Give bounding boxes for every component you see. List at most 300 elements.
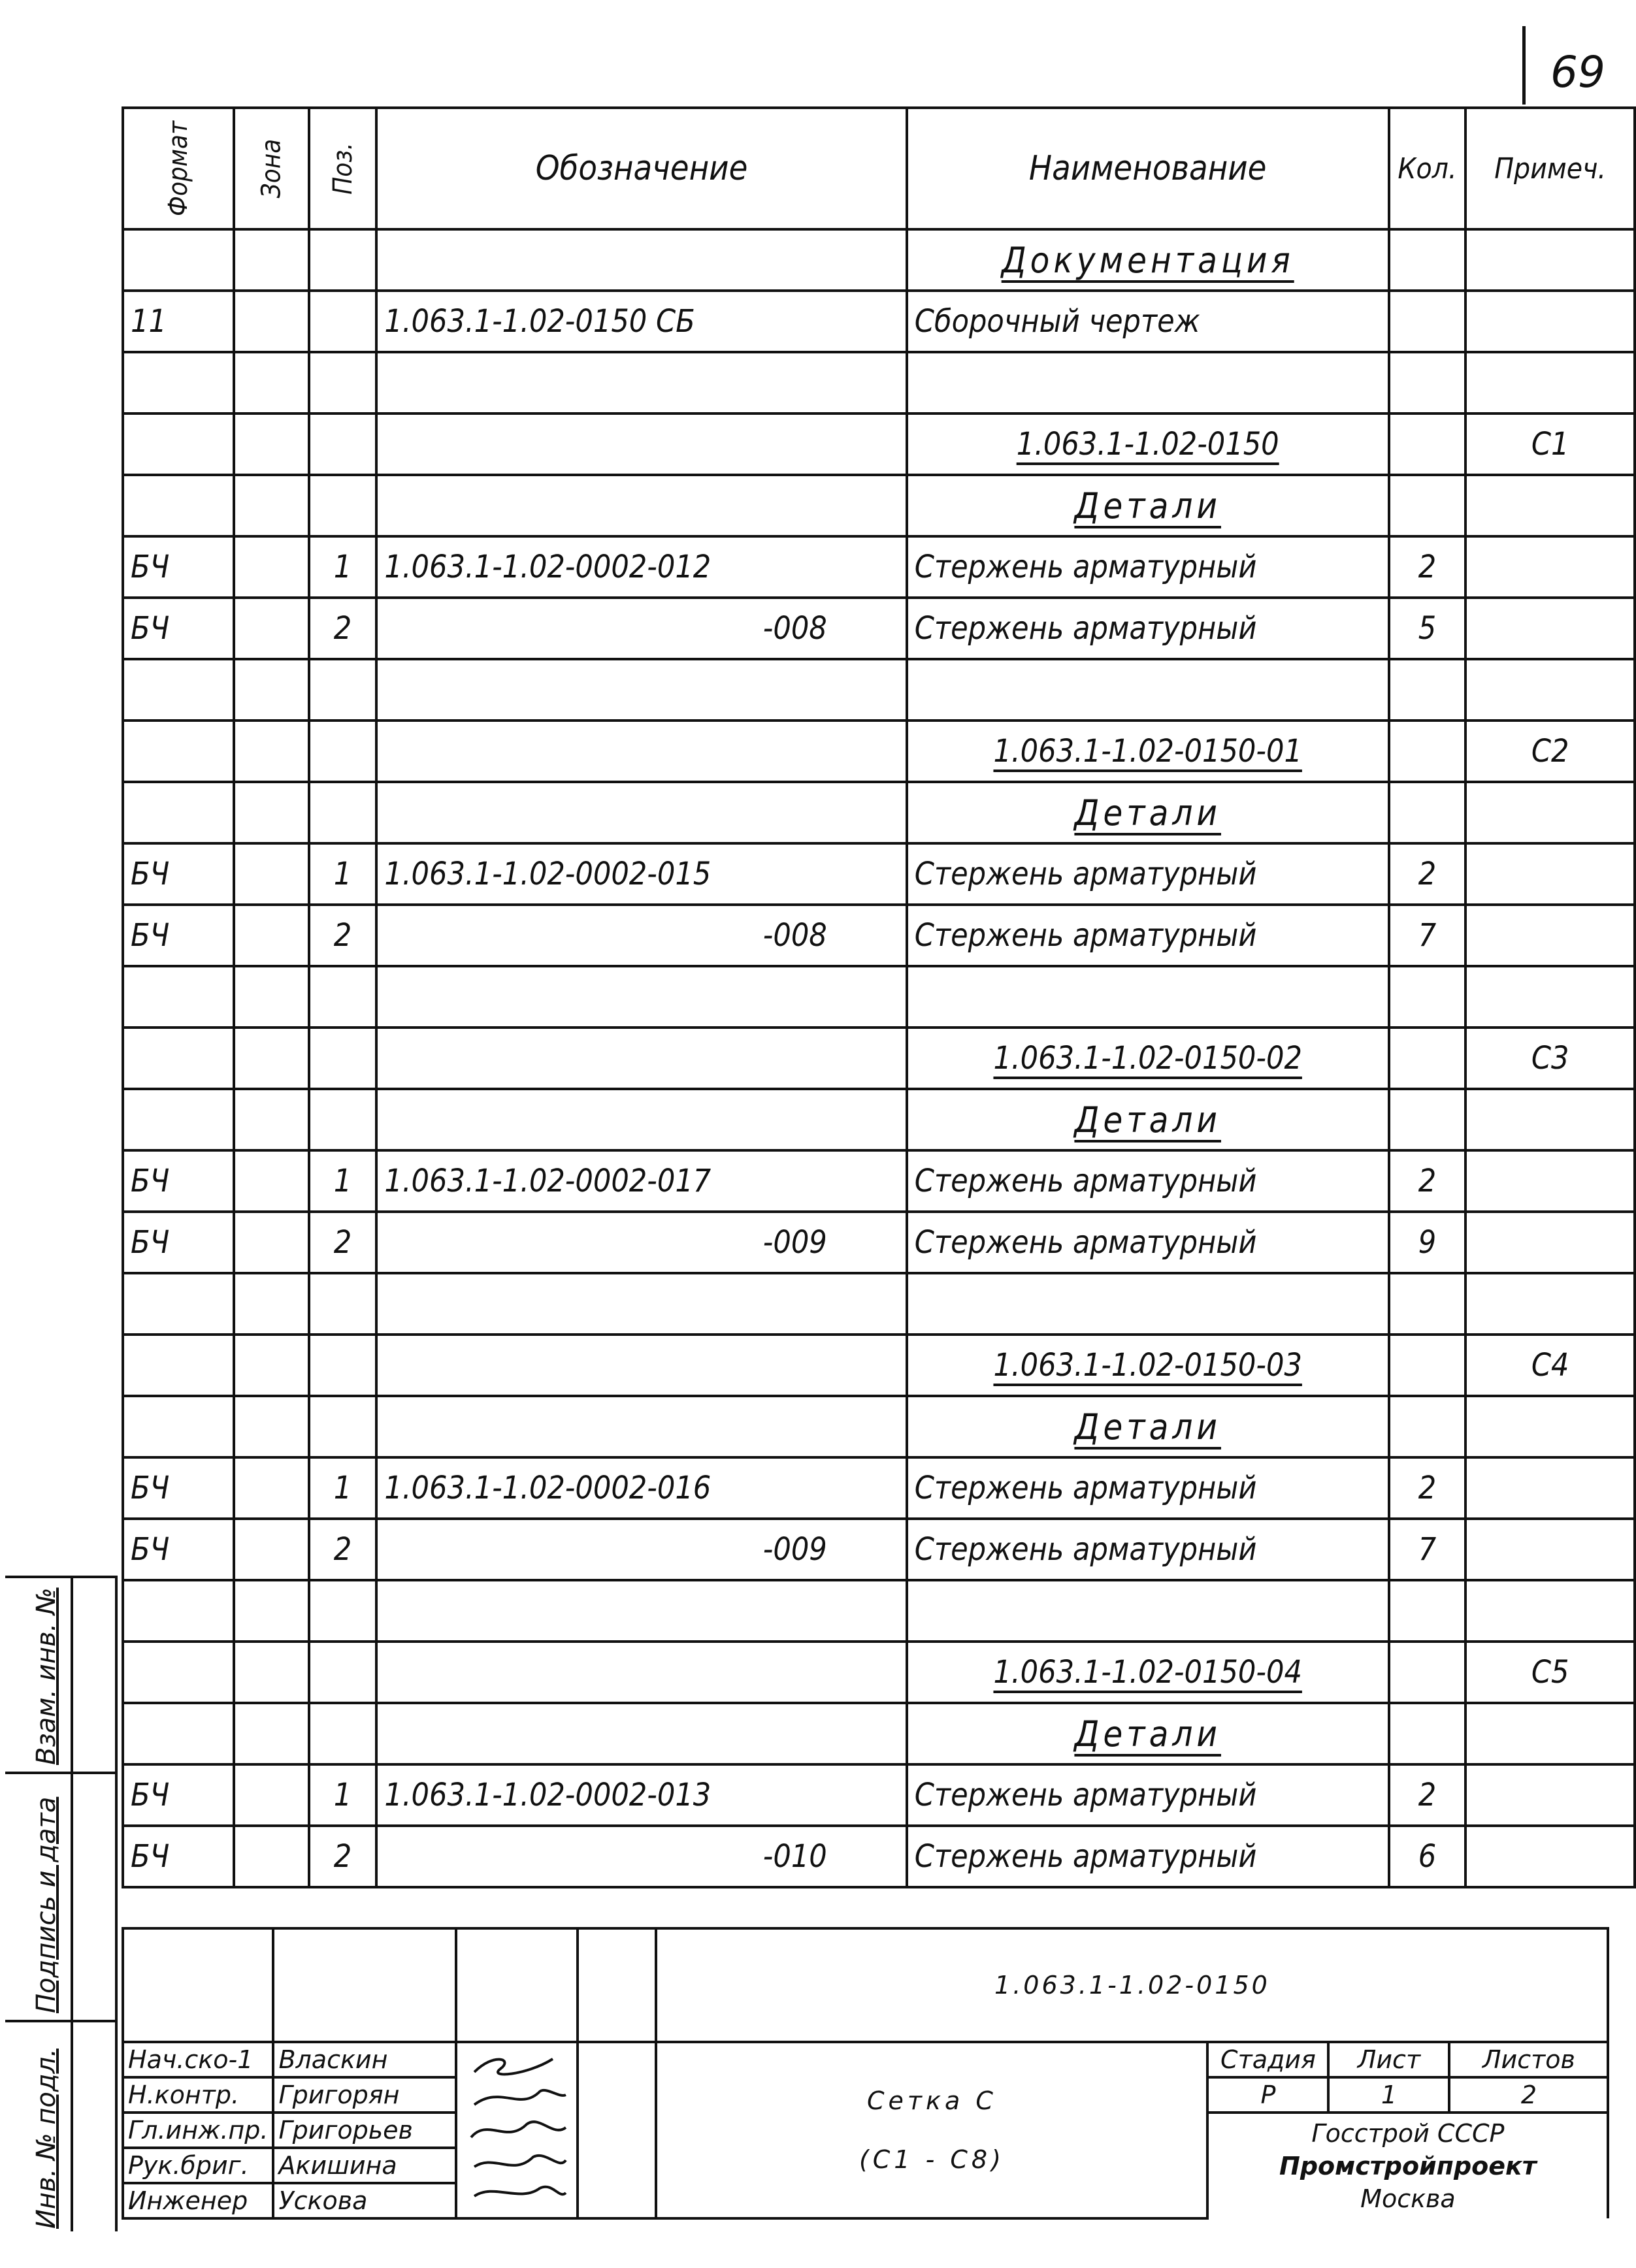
cell-zone <box>234 1028 309 1089</box>
cell-qty <box>1389 1457 1466 1519</box>
cell-qty <box>1389 905 1466 966</box>
cell-note <box>1465 721 1635 782</box>
title-box <box>656 2042 1207 2218</box>
cell-designation <box>376 536 906 598</box>
cell-note <box>1465 352 1635 413</box>
spec-row <box>123 1826 1635 1887</box>
cell-name <box>907 536 1389 598</box>
cell-format <box>123 1273 234 1335</box>
cell-qty-text: 2 <box>1418 549 1437 585</box>
cell-name <box>907 1826 1389 1887</box>
cell-format-text: БЧ <box>131 856 170 892</box>
sheets-value: 2 <box>1449 2077 1608 2113</box>
cell-name-text: 1.063.1-1.02-0150-04 <box>993 1654 1302 1691</box>
cell-pos <box>309 843 377 905</box>
cell-note-text: С4 <box>1531 1347 1569 1384</box>
spec-row <box>123 1028 1635 1089</box>
name-cell: Акишина <box>273 2148 456 2183</box>
cell-qty <box>1389 782 1466 843</box>
cell-pos <box>309 1212 377 1273</box>
cell-qty-text: 7 <box>1418 917 1437 954</box>
cell-name <box>907 782 1389 843</box>
cell-note <box>1465 229 1635 291</box>
cell-zone <box>234 843 309 905</box>
cell-name <box>907 1150 1389 1212</box>
cell-pos-text: 1 <box>333 1163 352 1199</box>
cell-note <box>1465 1089 1635 1150</box>
cell-designation <box>376 1396 906 1457</box>
cell-designation <box>376 659 906 721</box>
cell-designation-text: 1.063.1-1.02-0150 СБ <box>384 303 695 340</box>
cell-format <box>123 659 234 721</box>
cell-pos <box>309 1396 377 1457</box>
cell-designation-text: -008 <box>762 610 827 647</box>
cell-pos <box>309 1273 377 1335</box>
cell-pos-text: 2 <box>333 1838 352 1875</box>
sheet-label: Лист <box>1328 2042 1449 2077</box>
cell-note <box>1465 843 1635 905</box>
cell-format <box>123 1396 234 1457</box>
spec-row <box>123 536 1635 598</box>
header-designation: Обозначение <box>376 108 906 229</box>
cell-pos <box>309 1642 377 1703</box>
cell-note <box>1465 1273 1635 1335</box>
cell-name <box>907 659 1389 721</box>
spec-row <box>123 1089 1635 1150</box>
cell-pos <box>309 475 377 536</box>
cell-note <box>1465 1826 1635 1887</box>
cell-designation <box>376 229 906 291</box>
spec-row <box>123 1212 1635 1273</box>
cell-pos <box>309 1457 377 1519</box>
side-label-inv-orig: Инв. № подл. <box>31 2049 61 2229</box>
cell-name-text: 1.063.1-1.02-0150 <box>1016 426 1279 462</box>
cell-name-text: Стержень арматурный <box>914 1224 1257 1261</box>
cell-designation <box>376 966 906 1028</box>
cell-designation <box>376 1028 906 1089</box>
cell-name <box>907 1028 1389 1089</box>
cell-format <box>123 1335 234 1396</box>
spec-row <box>123 413 1635 475</box>
cell-zone <box>234 1580 309 1642</box>
cell-format <box>123 1457 234 1519</box>
sheet-value: 1 <box>1328 2077 1449 2113</box>
cell-qty-text: 6 <box>1418 1838 1437 1875</box>
cell-pos <box>309 291 377 352</box>
org-line-1: Госстрой СССР <box>1311 2119 1505 2148</box>
cell-designation <box>376 1580 906 1642</box>
cell-format <box>123 966 234 1028</box>
cell-note-text: С3 <box>1531 1040 1569 1077</box>
cell-zone <box>234 1212 309 1273</box>
cell-designation <box>376 1089 906 1150</box>
spec-row <box>123 905 1635 966</box>
cell-pos <box>309 721 377 782</box>
cell-note <box>1465 1642 1635 1703</box>
cell-pos <box>309 413 377 475</box>
cell-note <box>1465 413 1635 475</box>
cell-format-text: БЧ <box>131 1163 170 1199</box>
cell-designation <box>376 1335 906 1396</box>
cell-name-text: Сборочный чертеж <box>914 303 1200 340</box>
title-line-1: Сетка С <box>866 2086 997 2115</box>
cell-zone <box>234 1273 309 1335</box>
cell-pos <box>309 229 377 291</box>
cell-format <box>123 1519 234 1580</box>
cell-format <box>123 1089 234 1150</box>
signatures <box>461 2046 572 2209</box>
cell-qty <box>1389 1396 1466 1457</box>
cell-note-text: С5 <box>1531 1654 1569 1691</box>
cell-format-text: 11 <box>131 303 167 340</box>
cell-name <box>907 229 1389 291</box>
cell-qty-text: 5 <box>1418 610 1437 647</box>
cell-designation <box>376 291 906 352</box>
cell-name <box>907 598 1389 659</box>
cell-name <box>907 1519 1389 1580</box>
cell-designation-text: 1.063.1-1.02-0002-016 <box>384 1470 712 1506</box>
cell-qty <box>1389 1703 1466 1764</box>
cell-designation <box>376 1642 906 1703</box>
cell-pos-text: 1 <box>333 1470 352 1506</box>
cell-pos <box>309 1519 377 1580</box>
cell-note <box>1465 1457 1635 1519</box>
cell-format-text: БЧ <box>131 1838 170 1875</box>
cell-designation-text: 1.063.1-1.02-0002-013 <box>384 1777 712 1813</box>
cell-zone <box>234 1089 309 1150</box>
cell-zone <box>234 1457 309 1519</box>
spec-row <box>123 1642 1635 1703</box>
header-format: Формат <box>123 108 234 229</box>
cell-zone <box>234 536 309 598</box>
cell-name <box>907 475 1389 536</box>
cell-name-text: Детали <box>1074 485 1221 526</box>
cell-note-text: С1 <box>1531 426 1569 462</box>
cell-zone <box>234 1396 309 1457</box>
cell-note <box>1465 1580 1635 1642</box>
cell-pos-text: 1 <box>333 1777 352 1813</box>
cell-format-text: БЧ <box>131 610 170 647</box>
cell-zone <box>234 1764 309 1826</box>
cell-name-text: 1.063.1-1.02-0150-03 <box>993 1347 1302 1384</box>
cell-designation-text: -010 <box>762 1838 827 1875</box>
cell-format <box>123 721 234 782</box>
cell-designation <box>376 782 906 843</box>
cell-name <box>907 1212 1389 1273</box>
spec-row <box>123 1396 1635 1457</box>
cell-format <box>123 1212 234 1273</box>
cell-note <box>1465 1150 1635 1212</box>
cell-pos <box>309 352 377 413</box>
cell-format-text: БЧ <box>131 917 170 954</box>
cell-qty <box>1389 1150 1466 1212</box>
cell-designation <box>376 905 906 966</box>
cell-name-text: Стержень арматурный <box>914 1163 1257 1199</box>
cell-pos-text: 1 <box>333 856 352 892</box>
cell-zone <box>234 598 309 659</box>
cell-zone <box>234 352 309 413</box>
cell-pos <box>309 782 377 843</box>
cell-designation <box>376 1826 906 1887</box>
cell-designation <box>376 1703 906 1764</box>
cell-qty <box>1389 1028 1466 1089</box>
cell-pos <box>309 1335 377 1396</box>
cell-name <box>907 1580 1389 1642</box>
cell-zone <box>234 1335 309 1396</box>
cell-name-text: 1.063.1-1.02-0150-01 <box>993 733 1302 770</box>
cell-designation <box>376 1457 906 1519</box>
cell-name <box>907 1396 1389 1457</box>
cell-qty <box>1389 1089 1466 1150</box>
cell-qty <box>1389 1212 1466 1273</box>
spec-row <box>123 598 1635 659</box>
cell-note <box>1465 1519 1635 1580</box>
cell-name <box>907 352 1389 413</box>
name-cell: Ускова <box>273 2183 456 2218</box>
cell-name-text: Стержень арматурный <box>914 1777 1257 1813</box>
org-line-3: Москва <box>1360 2184 1456 2213</box>
cell-pos <box>309 1028 377 1089</box>
spec-row <box>123 782 1635 843</box>
role-cell: Рук.бриг. <box>123 2148 273 2183</box>
spec-row <box>123 229 1635 291</box>
specification-table <box>122 106 1636 1888</box>
header-qty: Кол. <box>1389 108 1466 229</box>
cell-pos <box>309 1764 377 1826</box>
cell-zone <box>234 1642 309 1703</box>
cell-qty <box>1389 1273 1466 1335</box>
cell-qty <box>1389 721 1466 782</box>
cell-format <box>123 1826 234 1887</box>
cell-designation <box>376 598 906 659</box>
cell-qty <box>1389 536 1466 598</box>
sheet-number-divider <box>1522 26 1526 105</box>
cell-name-text: 1.063.1-1.02-0150-02 <box>993 1040 1302 1077</box>
cell-note-text: С2 <box>1531 733 1569 770</box>
cell-name <box>907 1335 1389 1396</box>
cell-designation <box>376 1764 906 1826</box>
cell-qty-text: 2 <box>1418 1777 1437 1813</box>
cell-qty <box>1389 413 1466 475</box>
cell-designation <box>376 1150 906 1212</box>
side-label-replace-inv: Взам. инв. № <box>31 1587 61 1765</box>
cell-designation-text: 1.063.1-1.02-0002-012 <box>384 549 712 585</box>
cell-format <box>123 536 234 598</box>
spec-row <box>123 291 1635 352</box>
cell-format-text: БЧ <box>131 1531 170 1568</box>
organization <box>1207 2113 1608 2218</box>
role-cell: Н.контр. <box>123 2077 273 2113</box>
org-line-2: Промстройпроект <box>1279 2152 1537 2180</box>
cell-qty <box>1389 229 1466 291</box>
name-cell: Григорьев <box>273 2113 456 2148</box>
spec-row <box>123 475 1635 536</box>
cell-pos <box>309 1826 377 1887</box>
cell-pos <box>309 1703 377 1764</box>
sheets-label: Листов <box>1449 2042 1608 2077</box>
cell-pos-text: 1 <box>333 549 352 585</box>
cell-note <box>1465 966 1635 1028</box>
cell-format <box>123 1764 234 1826</box>
cell-name-text: Стержень арматурный <box>914 917 1257 954</box>
cell-pos-text: 2 <box>333 917 352 954</box>
cell-zone <box>234 721 309 782</box>
cell-name-text: Детали <box>1074 1713 1221 1755</box>
cell-pos <box>309 598 377 659</box>
cell-zone <box>234 1519 309 1580</box>
cell-designation <box>376 352 906 413</box>
header-name: Наименование <box>907 108 1389 229</box>
cell-name <box>907 1703 1389 1764</box>
cell-name-text: Детали <box>1074 792 1221 834</box>
cell-designation <box>376 1212 906 1273</box>
cell-note <box>1465 1028 1635 1089</box>
cell-format <box>123 475 234 536</box>
cell-zone <box>234 413 309 475</box>
cell-pos <box>309 966 377 1028</box>
cell-designation <box>376 1519 906 1580</box>
cell-qty-text: 2 <box>1418 856 1437 892</box>
cell-format <box>123 1642 234 1703</box>
cell-qty <box>1389 352 1466 413</box>
spec-row <box>123 1580 1635 1642</box>
spec-row <box>123 659 1635 721</box>
cell-format <box>123 352 234 413</box>
name-cell: Власкин <box>273 2042 456 2077</box>
cell-name <box>907 1764 1389 1826</box>
cell-designation <box>376 721 906 782</box>
cell-designation-text: -009 <box>762 1224 827 1261</box>
cell-designation <box>376 843 906 905</box>
cell-format-text: БЧ <box>131 549 170 585</box>
cell-zone <box>234 475 309 536</box>
cell-qty-text: 2 <box>1418 1163 1437 1199</box>
cell-name <box>907 1273 1389 1335</box>
stage-label: Стадия <box>1207 2042 1328 2077</box>
cell-name <box>907 905 1389 966</box>
stage-value: Р <box>1207 2077 1328 2113</box>
cell-name <box>907 1457 1389 1519</box>
cell-name <box>907 966 1389 1028</box>
spec-row <box>123 1273 1635 1335</box>
cell-name-text: Стержень арматурный <box>914 549 1257 585</box>
cell-qty <box>1389 291 1466 352</box>
spec-row <box>123 966 1635 1028</box>
side-stamp <box>5 1576 120 2231</box>
cell-name-text: Стержень арматурный <box>914 1838 1257 1875</box>
spec-row <box>123 1519 1635 1580</box>
cell-qty <box>1389 1764 1466 1826</box>
cell-note <box>1465 1764 1635 1826</box>
cell-note <box>1465 905 1635 966</box>
cell-name-text: Детали <box>1074 1099 1221 1141</box>
cell-qty-text: 2 <box>1418 1470 1437 1506</box>
cell-zone <box>234 1826 309 1887</box>
cell-note <box>1465 1396 1635 1457</box>
cell-note <box>1465 475 1635 536</box>
cell-qty-text: 9 <box>1418 1224 1437 1261</box>
spec-row <box>123 721 1635 782</box>
cell-name <box>907 1089 1389 1150</box>
cell-format <box>123 1150 234 1212</box>
cell-note <box>1465 1212 1635 1273</box>
cell-zone <box>234 659 309 721</box>
cell-format-text: БЧ <box>131 1470 170 1506</box>
cell-qty-text: 7 <box>1418 1531 1437 1568</box>
spec-row <box>123 1335 1635 1396</box>
cell-pos-text: 2 <box>333 610 352 647</box>
cell-note <box>1465 291 1635 352</box>
cell-qty <box>1389 1580 1466 1642</box>
cell-note <box>1465 536 1635 598</box>
cell-name <box>907 291 1389 352</box>
header-note: Примеч. <box>1465 108 1635 229</box>
cell-name-text: Стержень арматурный <box>914 1470 1257 1506</box>
signature-column <box>456 2042 578 2218</box>
cell-format <box>123 843 234 905</box>
cell-pos <box>309 905 377 966</box>
cell-designation-text: -008 <box>762 917 827 954</box>
spec-row <box>123 1764 1635 1826</box>
cell-zone <box>234 229 309 291</box>
cell-name <box>907 721 1389 782</box>
cell-name <box>907 413 1389 475</box>
cell-format <box>123 1028 234 1089</box>
cell-name-text: Документация <box>1001 239 1294 281</box>
cell-format <box>123 229 234 291</box>
cell-note <box>1465 1703 1635 1764</box>
header-row <box>123 108 1635 229</box>
cell-format-text: БЧ <box>131 1777 170 1813</box>
cell-designation <box>376 1273 906 1335</box>
side-label-sign-date: Подпись и дата <box>31 1796 61 2013</box>
cell-format-text: БЧ <box>131 1224 170 1261</box>
cell-qty <box>1389 598 1466 659</box>
cell-qty <box>1389 966 1466 1028</box>
cell-name-text: Стержень арматурный <box>914 1531 1257 1568</box>
role-cell: Нач.ско-1 <box>123 2042 273 2077</box>
name-cell: Григорян <box>273 2077 456 2113</box>
cell-name-text: Детали <box>1074 1406 1221 1448</box>
cell-pos-text: 2 <box>333 1224 352 1261</box>
cell-zone <box>234 782 309 843</box>
cell-format <box>123 413 234 475</box>
cell-format <box>123 598 234 659</box>
spec-row <box>123 843 1635 905</box>
cell-qty <box>1389 475 1466 536</box>
cell-format <box>123 905 234 966</box>
cell-name-text: Стержень арматурный <box>914 856 1257 892</box>
spec-row <box>123 352 1635 413</box>
cell-designation-text: 1.063.1-1.02-0002-017 <box>384 1163 712 1199</box>
sheet-number: 69 <box>1550 47 1605 97</box>
cell-zone <box>234 966 309 1028</box>
cell-zone <box>234 291 309 352</box>
title-line-2: (С1 - С8) <box>859 2145 1005 2174</box>
cell-designation-text: 1.063.1-1.02-0002-015 <box>384 856 712 892</box>
cell-pos <box>309 536 377 598</box>
cell-qty <box>1389 659 1466 721</box>
cell-pos <box>309 659 377 721</box>
spec-row <box>123 1457 1635 1519</box>
cell-qty <box>1389 1642 1466 1703</box>
cell-note <box>1465 598 1635 659</box>
role-cell: Гл.инж.пр. <box>123 2113 273 2148</box>
cell-format <box>123 1580 234 1642</box>
cell-zone <box>234 1703 309 1764</box>
cell-designation <box>376 413 906 475</box>
cell-format <box>123 782 234 843</box>
